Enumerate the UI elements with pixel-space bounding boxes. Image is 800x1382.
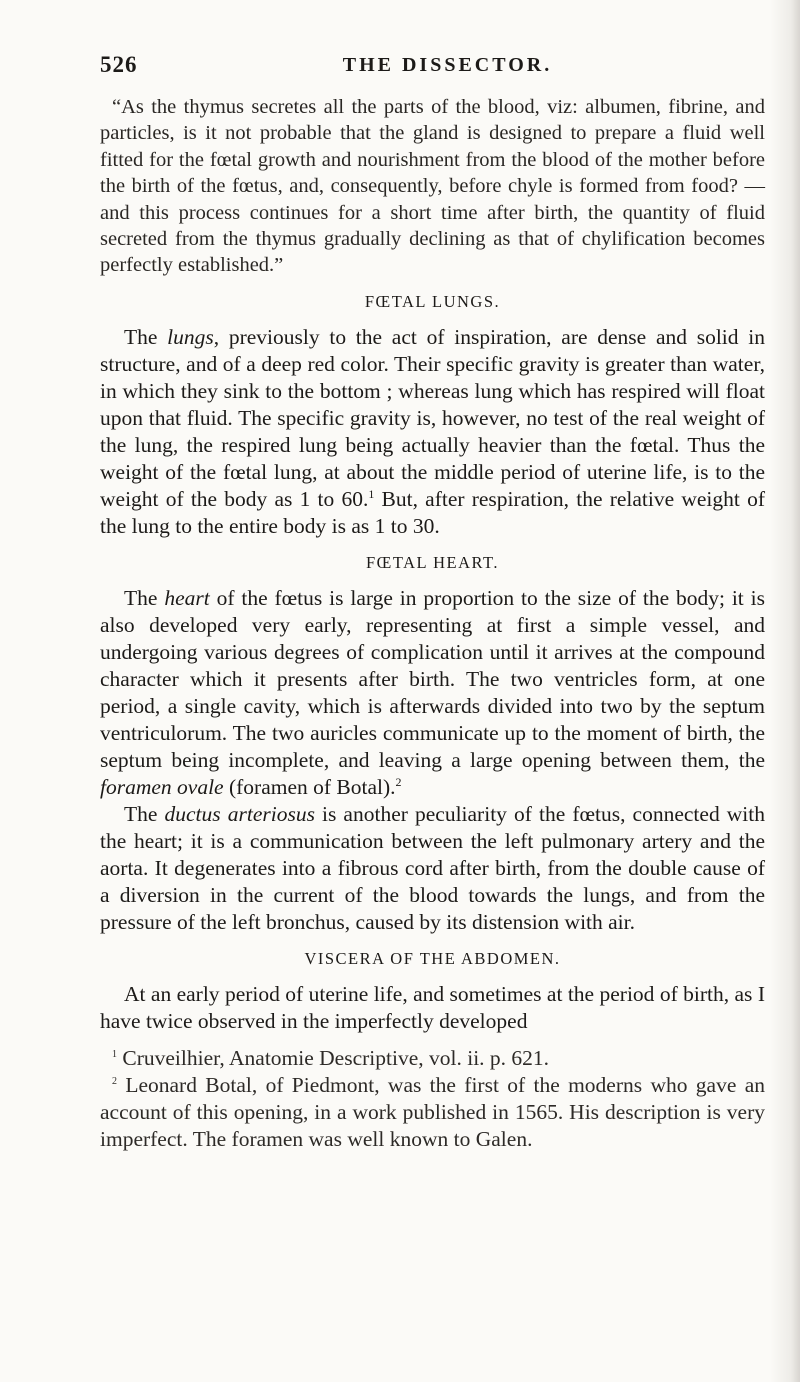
lungs-paragraph: [100, 324, 765, 540]
footnote-ref-1: 1: [368, 486, 375, 501]
book-page: [100, 52, 765, 1153]
running-title: THE DISSECTOR.: [342, 54, 553, 76]
heading-foetal-lungs: FŒTAL LUNGS.: [364, 291, 501, 311]
heading-foetal-heart: FŒTAL HEART.: [365, 552, 500, 572]
page-number: 526: [100, 52, 138, 77]
footnote-mark-1: 1: [112, 1048, 117, 1060]
heart-paragraph: [100, 585, 765, 801]
footnote-mark-2: 2: [112, 1075, 117, 1087]
footnote-text-1: Cruveilhier, Anatomie Descriptive, vol. ii. p. 621.: [117, 1045, 550, 1070]
abdomen-paragraph: At an early period of uterine life, and sometimes at the period of birth, as I have twice observed in the imperfectly developed: [100, 981, 765, 1033]
footnote-ref-2: 2: [395, 774, 402, 789]
lungs-text-mid: , previously to the act of inspiration, are dense and solid in structure, and of a deep red color. Their specific gravity is greater than water, in which they sink to the bottom ; whereas lung which has respired will float upon that fluid. The specific gravity is, however, no test of the real weight of the lung, the respired lung being actually heavier than the fœtal. Thus the weight of the fœtal lung, at about the middle period of uterine life, is to the weight of the body as 1 to 60.: [100, 324, 765, 511]
lungs-text-end: But, after respiration, the relative weight of the lung to the entire body is as 1 to 30.: [100, 486, 765, 538]
footnote-2: [100, 1072, 765, 1153]
heart-text-end: (foramen of Botal).: [223, 774, 396, 799]
foramen-ovale-term: foramen ovale: [100, 774, 224, 799]
heart-text-start: The: [124, 585, 165, 610]
footnote-text-2: Leonard Botal, of Piedmont, was the first of the moderns who gave an account of this opening, in a work published in 1565. His description is very imperfect. The foramen was well known to Galen.: [100, 1072, 765, 1151]
ductus-text-end: is another peculiarity of the fœtus, connected with the heart; it is a communication between the left pulmonary artery and the aorta. It degenerates into a fibrous cord after birth, from the double cause of a diversion in the current of the blood towards the lungs, and from the pressure of the left bronchus, caused by its distension with air.: [100, 801, 765, 934]
heart-text-mid: of the fœtus is large in proportion to the size of the body; it is also developed very early, representing at first a simple vessel, and undergoing various degrees of complication until it arrives at the compound character which it presents after birth. The two ventricles form, at one period, a single cavity, which is afterwards divided into two by the septum ventriculorum. The two auricles communicate up to the moment of birth, the septum being incomplete, and leaving a large opening between them, the: [100, 585, 765, 772]
ductus-paragraph: [100, 801, 765, 936]
thymus-quote-paragraph: “As the thymus secretes all the parts of the blood, viz: albumen, fibrine, and particles, is it not probable that the gland is designed to prepare a fluid well fitted for the fœtal growth and nourishment from the blood of the mother before the birth of the fœtus, and, consequently, before chyle is formed from food? —and this process continues for a short time after birth, the quantity of fluid secreted from the thymus gradually declining as that of chylification becomes perfectly established.”: [100, 96, 765, 277]
footnote-1: [100, 1045, 765, 1072]
running-head: [100, 52, 765, 88]
heading-viscera-abdomen: VISCERA OF THE ABDOMEN.: [304, 948, 561, 968]
ductus-text-start: The: [124, 801, 165, 826]
lungs-term: lungs: [167, 324, 214, 349]
heart-term: heart: [164, 585, 210, 610]
page-edge-shadow: [770, 0, 800, 1382]
footnotes: [100, 1045, 765, 1153]
ductus-arteriosus-term: ductus arteriosus: [164, 801, 315, 826]
lungs-text-start: The: [124, 324, 168, 349]
